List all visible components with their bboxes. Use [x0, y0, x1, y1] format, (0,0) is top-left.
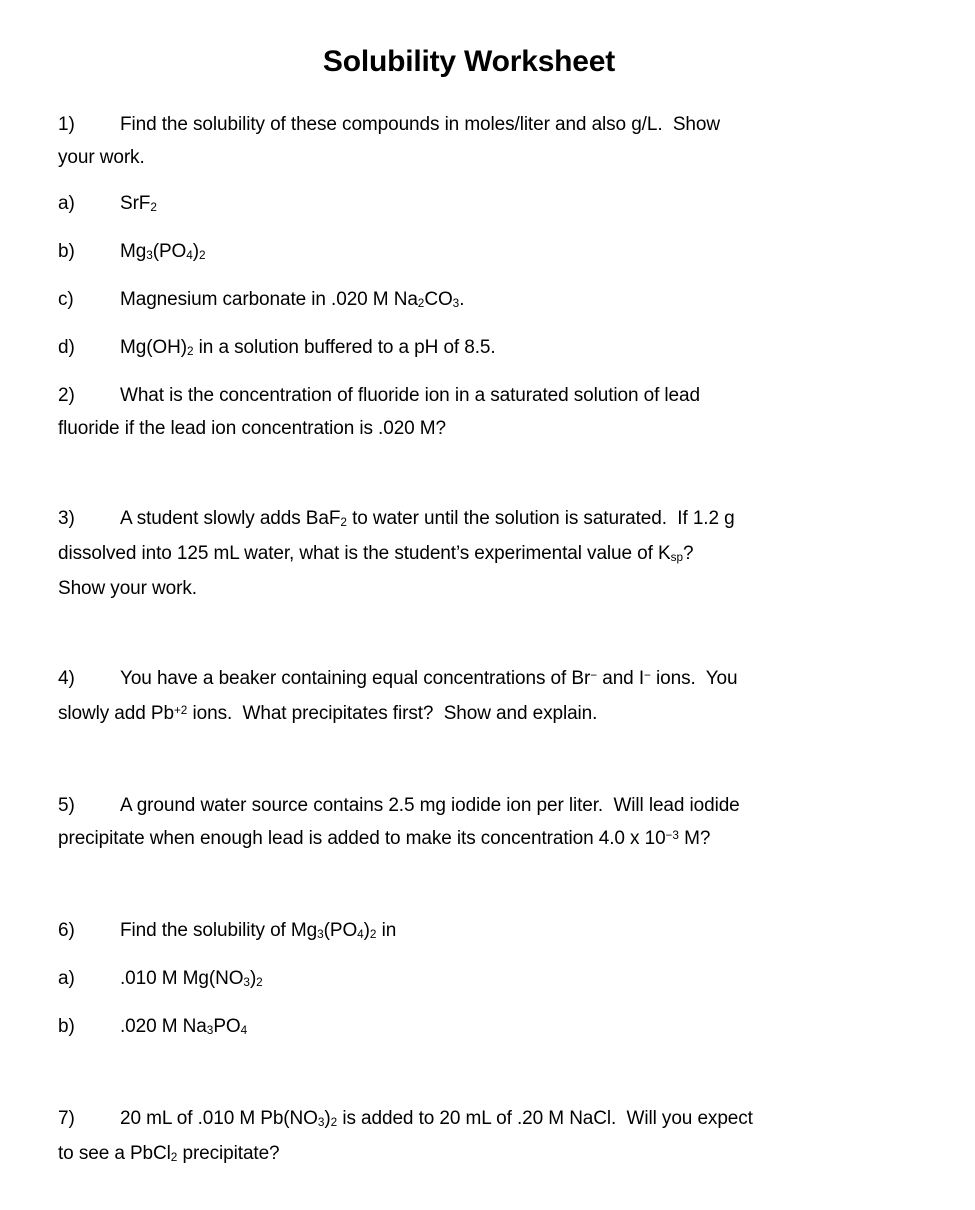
- item-number: b): [58, 241, 75, 262]
- item-number: 1): [58, 114, 75, 135]
- item-number: 4): [58, 668, 75, 689]
- item-text: 20 mL of .010 M $Pb(NO_3)_2$ is added to 20 mL of .20 M NaCl. Will you expect to see a PbCl$_2$ precipitate?: [58, 1108, 753, 1165]
- item-text: Find the solubility of these compounds in moles/liter and also g/L. Show your work.: [58, 114, 720, 168]
- item-number: 6): [58, 920, 75, 941]
- worksheet-title: Solubility Worksheet: [322, 45, 616, 78]
- item-text: SrF$_2$: [120, 193, 157, 215]
- item-number: a): [58, 968, 75, 989]
- item-text: Find the solubility of $Mg_3(PO_4)_2$ in: [120, 920, 397, 942]
- question-2: [58, 379, 880, 445]
- question-1: [58, 108, 880, 174]
- item-number: a): [58, 193, 75, 214]
- question-1d: [58, 331, 880, 366]
- question-6: [58, 914, 880, 949]
- item-text: $Mg_3(PO_4)_2$: [120, 241, 206, 263]
- item-text: You have a beaker containing equal concentrations of Br− and I− ions. You slowly add $Pb^{+2}$ ions. What precipitates first? Show and explain.: [58, 668, 738, 724]
- question-1c: [58, 283, 880, 318]
- item-text: .020 M $Na_3PO_4$: [120, 1016, 248, 1038]
- item-number: 3): [58, 508, 75, 529]
- item-text: .010 M $Mg(NO_3)_2$: [120, 968, 263, 990]
- item-number: 5): [58, 795, 75, 816]
- question-7: [58, 1102, 880, 1172]
- item-text: $Mg(OH)_2$ in a solution buffered to a pH of 8.5.: [120, 337, 496, 359]
- question-5: [58, 789, 880, 857]
- question-3: [58, 502, 880, 605]
- item-text: A ground water source contains 2.5 mg iodide ion per liter. Will lead iodide precipitate when enough lead is added to make its concentration 4.0 x $10^{-3}$ M?: [58, 795, 740, 849]
- question-1b: [58, 235, 880, 270]
- question-6b: [58, 1010, 880, 1045]
- item-text: Magnesium carbonate in .020 M $Na_2CO_3$.: [120, 289, 465, 311]
- item-number: b): [58, 1016, 75, 1037]
- item-number: d): [58, 337, 75, 358]
- item-text: What is the concentration of fluoride ion in a saturated solution of lead fluoride if the lead ion concentration is .020 M?: [58, 385, 700, 439]
- item-number: 7): [58, 1108, 75, 1129]
- question-1a: [58, 187, 880, 222]
- item-number: 2): [58, 385, 75, 406]
- question-6a: [58, 962, 880, 997]
- item-text: A student slowly adds BaF$_2$ to water until the solution is saturated. If 1.2 g dissolved into 125 mL water, what is the student’s experimental value of $K_{sp}$? Show your work.: [58, 508, 735, 599]
- item-number: c): [58, 289, 74, 310]
- question-4: [58, 662, 880, 732]
